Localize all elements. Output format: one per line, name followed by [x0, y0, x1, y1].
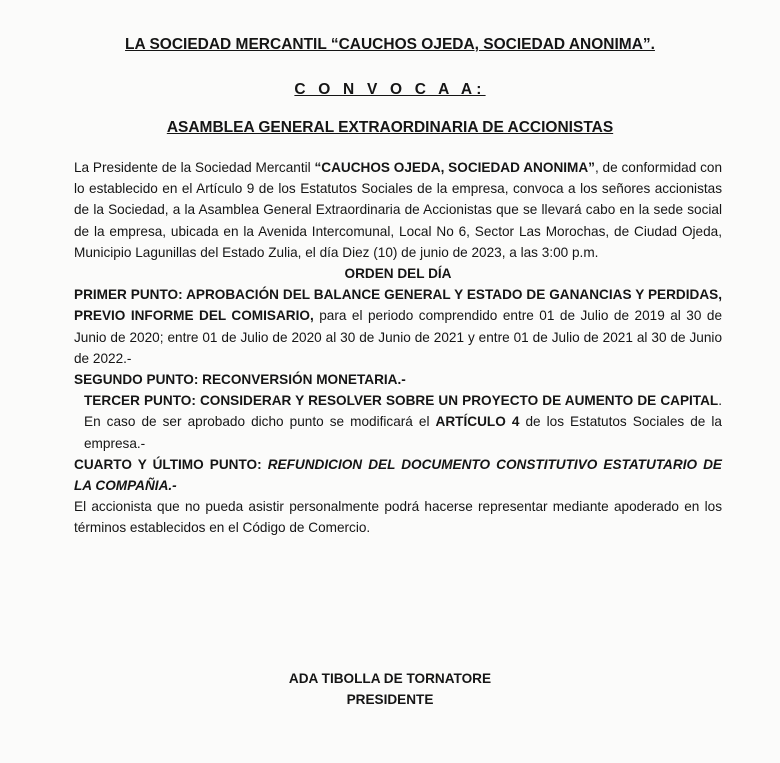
intro-company-name: “CAUCHOS OJEDA, SOCIEDAD ANONIMA” — [314, 160, 595, 175]
company-heading: LA SOCIEDAD MERCANTIL “CAUCHOS OJEDA, SOCIEDAD ANONIMA”. — [125, 36, 655, 53]
agenda-point-1 — [74, 284, 722, 369]
agenda-point-3 — [74, 390, 722, 454]
point-3-title: TERCER PUNTO: CONSIDERAR Y RESOLVER SOBRE UN PROYECTO DE AUMENTO DE CAPITAL — [84, 393, 719, 409]
point-1-title: PRIMER PUNTO: APROBACIÓN DEL BALANCE GENERAL Y ESTADO DE GANANCIAS Y PERDIDAS, PREVIO INFORME DEL COMISARIO, — [74, 287, 722, 324]
agenda-title: ORDEN DEL DÍA — [344, 266, 452, 282]
point-4-italic-text: REFUNDICION DEL DOCUMENTO CONSTITUTIVO ESTATUTARIO DE LA COMPAÑIA.- — [74, 456, 722, 494]
intro-paragraph — [74, 157, 722, 263]
agenda-point-4 — [74, 454, 722, 496]
convoca-heading: C O N V O C A A: — [294, 81, 486, 98]
agenda-point-2: SEGUNDO PUNTO: RECONVERSIÓN MONETARIA.- — [74, 372, 406, 388]
point-1-text: para el periodo comprendido entre 01 de Julio de 2019 al 30 de Junio de 2020; entre 01 de Julio de 2020 al 30 de Junio de 2021 y entre 01 de Julio de 2021 al 30 de Junio de 2022.- — [74, 308, 722, 366]
intro-text-2: , de conformidad con lo establecido en el Artículo 9 de los Estatutos Sociales de la empresa, convoca a los señores accionistas de la Sociedad, a la Asamblea General Extraordinaria de Accionistas que se llevará cabo en la sede social de la empresa, ubicada en la Avenida Intercomunal, Local No 6, Sector Las Morochas, de Ciudad Ojeda, Municipio Lagunillas del Estado Zulia, el día Diez (10) de junio de 2023, a las 3:00 p.m. — [74, 160, 723, 260]
point-3-text-2: de los Estatutos Sociales de la empresa.- — [84, 414, 722, 451]
intro-text-1: La Presidente de la Sociedad Mercantil — [74, 160, 315, 175]
point-4-title: CUARTO Y ÚLTIMO PUNTO: — [74, 456, 268, 472]
closing-paragraph: El accionista que no pueda asistir personalmente podrá hacerse representar mediante apoderado en los términos establecidos en el Código de Comercio. — [74, 499, 722, 536]
assembly-heading: ASAMBLEA GENERAL EXTRAORDINARIA DE ACCIONISTAS — [166, 119, 614, 136]
signatory-role: PRESIDENTE — [346, 692, 434, 707]
point-3-text-1: . En caso de ser aprobado dicho punto se modificará el — [84, 393, 722, 430]
point-3-article: ARTÍCULO 4 — [435, 414, 520, 430]
notice-body — [74, 157, 722, 539]
signatory-name: ADA TIBOLLA DE TORNATORE — [288, 671, 492, 686]
